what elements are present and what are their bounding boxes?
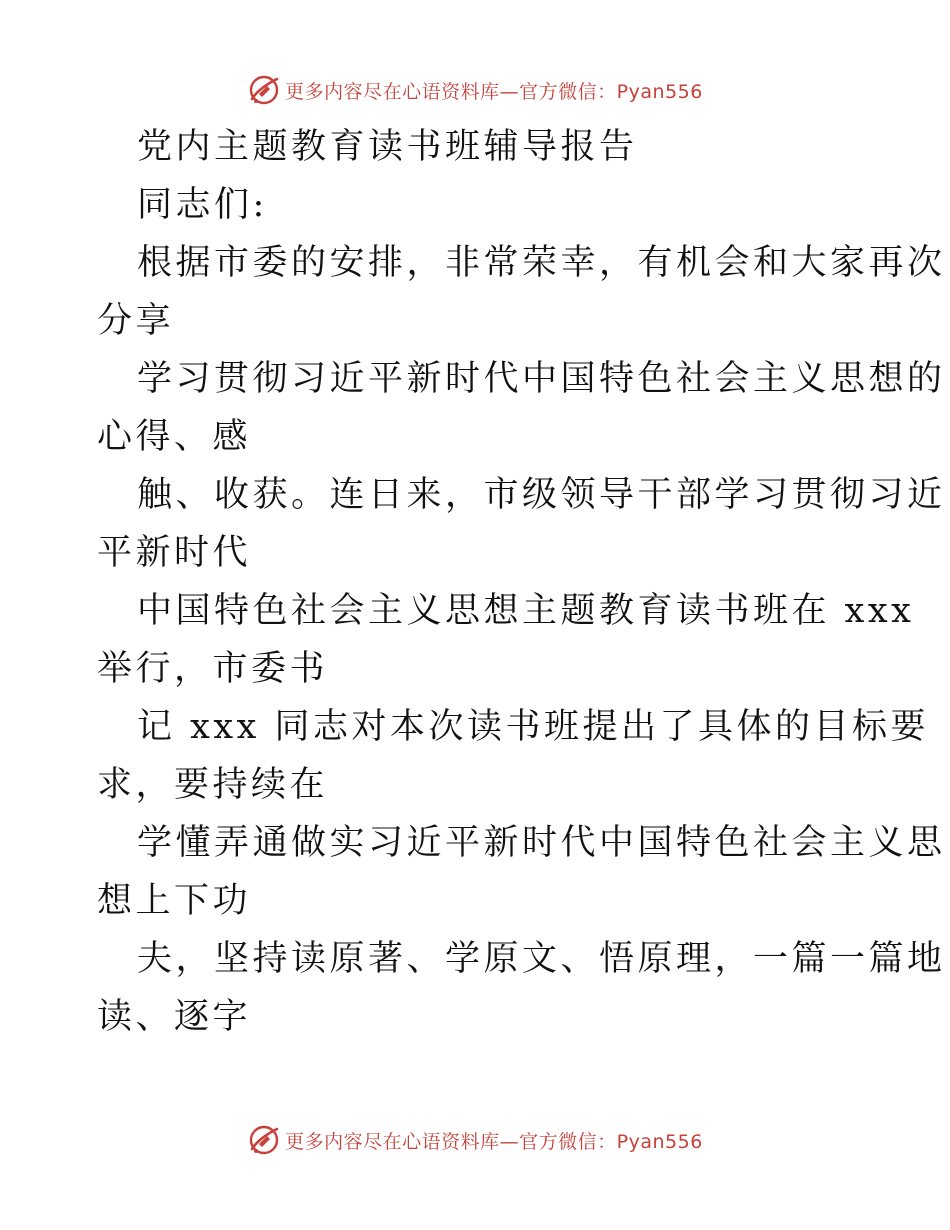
- body-line: 平新时代: [97, 533, 252, 573]
- watermark-text: 更多内容尽在心语资料库—官方微信：Pyan556: [285, 1130, 703, 1153]
- pen-logo-icon: [247, 1123, 281, 1157]
- body-line: 记 xxx 同志对本次读书班提出了具体的目标要: [137, 707, 929, 747]
- body-line: 根据市委的安排，非常荣幸，有机会和大家再次: [137, 243, 946, 283]
- body-line: 读、逐字: [97, 997, 252, 1037]
- body-line: 想上下功: [97, 881, 252, 921]
- body-line: 中国特色社会主义思想主题教育读书班在 xxx: [137, 591, 915, 631]
- watermark-text: 更多内容尽在心语资料库—官方微信：Pyan556: [285, 80, 703, 103]
- body-line: 心得、感: [97, 417, 252, 457]
- body-line: 学习贯彻习近平新时代中国特色社会主义思想的: [137, 359, 946, 399]
- document-body: [97, 118, 946, 1046]
- body-line: 求，要持续在: [97, 765, 329, 805]
- body-line: 分享: [97, 301, 175, 341]
- document-title: 党内主题教育读书班辅导报告: [137, 127, 638, 167]
- body-line: 夫，坚持读原著、学原文、悟原理，一篇一篇地: [137, 939, 946, 979]
- header-watermark: [0, 70, 950, 110]
- footer-watermark: [0, 1120, 950, 1160]
- pen-logo-icon: [247, 73, 281, 107]
- body-line: 学懂弄通做实习近平新时代中国特色社会主义思: [137, 823, 946, 863]
- body-line: 举行，市委书: [97, 649, 329, 689]
- salutation: 同志们:: [137, 185, 268, 225]
- body-line: 触、收获。连日来，市级领导干部学习贯彻习近: [137, 475, 946, 515]
